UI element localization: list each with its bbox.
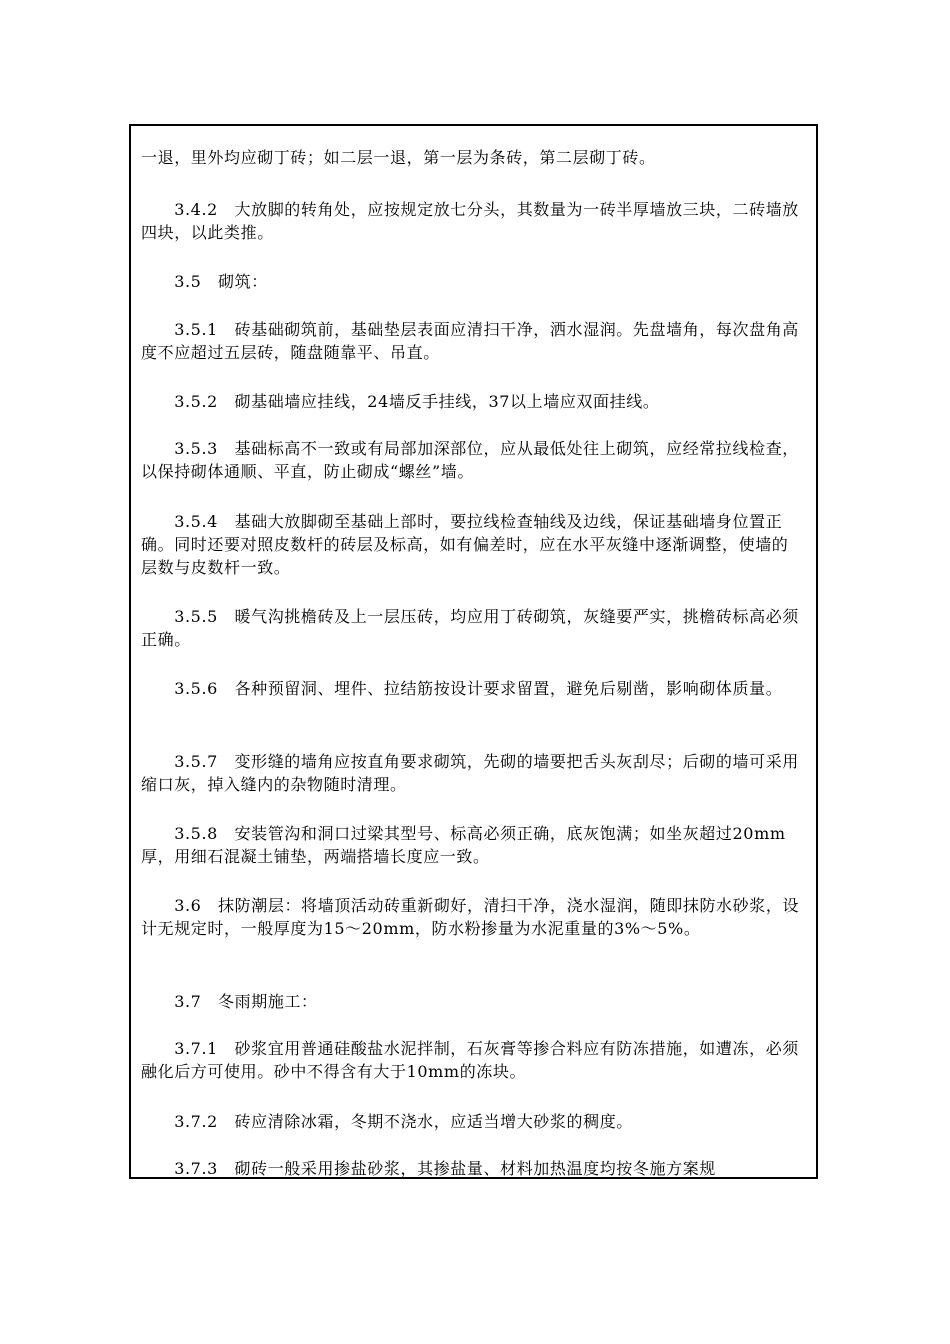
paragraph-3-7-2: 3.7.2 砖应清除冰霜，冬期不浇水，应适当增大砂浆的稠度。	[141, 1112, 633, 1131]
heading-3-7: 3.7 冬雨期施工：	[141, 992, 318, 1011]
paragraph-3-5-7: 3.5.7 变形缝的墙角应按直角要求砌筑，先砌的墙要把舌头灰刮尽；后砌的墙可采用缩口灰，掉入缝内的杂物随时清理。	[141, 752, 799, 794]
paragraph-3-4-2: 3.4.2 大放脚的转角处，应按规定放七分头，其数量为一砖半厚墙放三块，二砖墙放四块，以此类推。	[141, 200, 799, 242]
paragraph-3-6: 3.6 抹防潮层：将墙顶活动砖重新砌好，清扫干净，浇水湿润，随即抹防水砂浆，设计无规定时，一般厚度为15～20mm，防水粉掺量为水泥重量的3%～5%。	[141, 896, 800, 938]
paragraph-3-5-5: 3.5.5 暖气沟挑檐砖及上一层压砖，均应用丁砖砌筑，灰缝要严实，挑檐砖标高必须正确。	[141, 607, 799, 649]
paragraph-3-7-1: 3.7.1 砂浆宜用普通硅酸盐水泥拌制，石灰膏等掺合料应有防冻措施，如遭冻，必须融化后方可使用。砂中不得含有大于10mm的冻块。	[141, 1039, 799, 1081]
paragraph-3-5-6: 3.5.6 各种预留洞、埋件、拉结筋按设计要求留置，避免后剔凿，影响砌体质量。	[141, 679, 783, 698]
document-frame	[129, 124, 818, 1179]
paragraph-3-5-3: 3.5.3 基础标高不一致或有局部加深部位，应从最低处往上砌筑，应经常拉线检查，以保持砌体通顺、平直，防止砌成“螺丝”墙。	[141, 439, 799, 481]
heading-3-5: 3.5 砌筑：	[141, 272, 268, 291]
paragraph-3-5-1: 3.5.1 砖基础砌筑前，基础垫层表面应清扫干净，洒水湿润。先盘墙角，每次盘角高度不应超过五层砖，随盘随靠平、吊直。	[141, 320, 799, 362]
paragraph-3-7-3: 3.7.3 砌砖一般采用掺盐砂浆，其掺盐量、材料加热温度均按冬施方案规	[141, 1159, 716, 1178]
paragraph-3-5-2: 3.5.2 砌基础墙应挂线，24墙反手挂线，37以上墙应双面挂线。	[141, 392, 660, 411]
paragraph-3-5-8: 3.5.8 安装管沟和洞口过梁其型号、标高必须正确，底灰饱满；如坐灰超过20mm厚，用细石混凝土铺垫，两端搭墙长度应一致。	[141, 824, 786, 866]
paragraph-continuation: 一退，里外均应砌丁砖；如二层一退，第一层为条砖，第二层砌丁砖。	[141, 148, 656, 167]
paragraph-3-5-4: 3.5.4 基础大放脚砌至基础上部时，要拉线检查轴线及边线，保证基础墙身位置正确。同时还要对照皮数杆的砖层及标高，如有偏差时，应在水平灰缝中逐渐调整，使墙的层数与皮数杆一致。	[141, 512, 789, 577]
